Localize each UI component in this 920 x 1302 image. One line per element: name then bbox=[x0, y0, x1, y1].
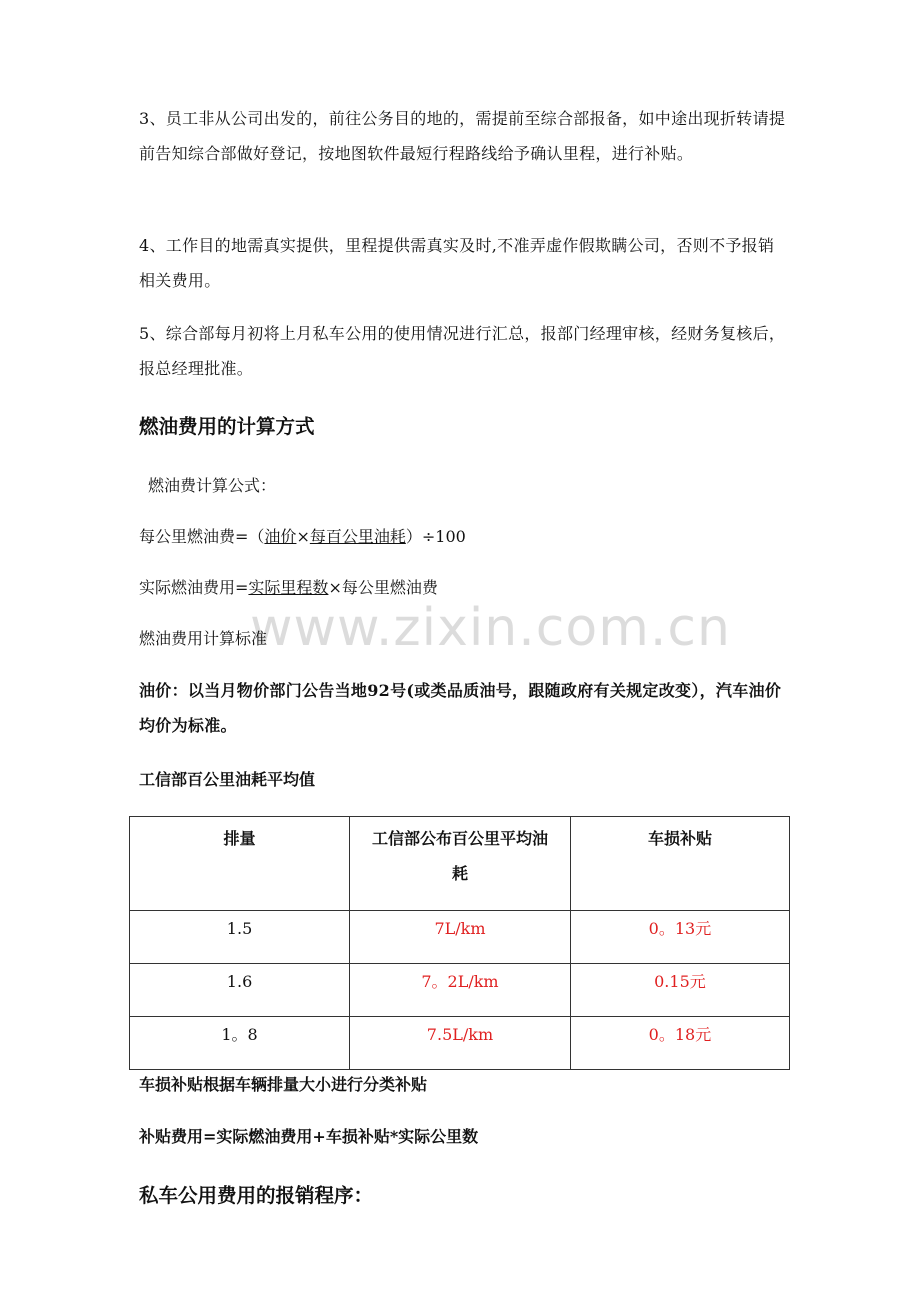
header-damage-subsidy: 车损补贴 bbox=[570, 817, 789, 911]
standard-title: 燃油费用计算标准 bbox=[139, 629, 268, 648]
formula-actual-suffix: ×每公里燃油费 bbox=[328, 578, 438, 597]
section-heading-reimbursement: 私车公用费用的报销程序： bbox=[139, 1184, 374, 1207]
header-displacement: 排量 bbox=[130, 817, 350, 911]
section-heading-fuel: 燃油费用的计算方式 bbox=[139, 415, 315, 438]
fuel-standard-table bbox=[129, 816, 790, 1070]
cell-displacement: 1.5 bbox=[130, 911, 350, 964]
table-title: 工信部百公里油耗平均值 bbox=[139, 770, 316, 789]
table-row bbox=[130, 911, 790, 964]
formula-actual-prefix: 实际燃油费用= bbox=[139, 578, 249, 597]
watermark: www.zixin.com.cn bbox=[250, 598, 731, 658]
header-consumption bbox=[350, 817, 571, 911]
paragraph-4: 4、工作目的地需真实提供，里程提供需真实及时,不准弄虚作假欺瞒公司，否则不予报销相关费用。 bbox=[139, 236, 775, 290]
formula-oil-price: 油价 bbox=[264, 527, 297, 546]
header-consumption-text: 工信部公布百公里平均油耗 bbox=[371, 829, 548, 883]
cell-consumption: 7L/km bbox=[350, 911, 571, 964]
formula-actual-fuel bbox=[139, 575, 438, 598]
cell-subsidy: 0.15元 bbox=[570, 964, 789, 1017]
cell-displacement: 1。8 bbox=[130, 1017, 350, 1070]
formula-per-km bbox=[139, 524, 466, 547]
formula-actual-mileage: 实际里程数 bbox=[248, 578, 329, 597]
cell-consumption: 7.5L/km bbox=[350, 1017, 571, 1070]
formula-title: 燃油费计算公式： bbox=[148, 476, 277, 495]
formula-per-km-suffix: ）÷100 bbox=[405, 527, 466, 546]
formula-consumption: 每百公里油耗 bbox=[309, 527, 406, 546]
cell-consumption: 7。2L/km bbox=[350, 964, 571, 1017]
formula-per-km-prefix: 每公里燃油费=（ bbox=[139, 527, 265, 546]
note-damage-subsidy: 车损补贴根据车辆排量大小进行分类补贴 bbox=[139, 1075, 428, 1094]
paragraph-5: 5、综合部每月初将上月私车公用的使用情况进行汇总，报部门经理审核，经财务复核后，报总经理批准。 bbox=[139, 324, 786, 378]
table-row bbox=[130, 1017, 790, 1070]
paragraph-3: 3、员工非从公司出发的，前往公务目的地的，需提前至综合部报备，如中途出现折转请提前告知综合部做好登记，按地图软件最短行程路线给予确认里程，进行补贴。 bbox=[139, 109, 786, 163]
formula-multiply: × bbox=[296, 527, 310, 546]
oil-price-rule: 油价：以当月物价部门公告当地92号(或类品质油号，跟随政府有关规定改变），汽车油价均价为标准。 bbox=[139, 681, 782, 735]
note-subsidy-formula: 补贴费用=实际燃油费用+车损补贴*实际公里数 bbox=[139, 1127, 479, 1146]
table-row bbox=[130, 964, 790, 1017]
cell-subsidy: 0。18元 bbox=[570, 1017, 789, 1070]
table-header-row bbox=[130, 817, 790, 911]
cell-displacement: 1.6 bbox=[130, 964, 350, 1017]
cell-subsidy: 0。13元 bbox=[570, 911, 789, 964]
